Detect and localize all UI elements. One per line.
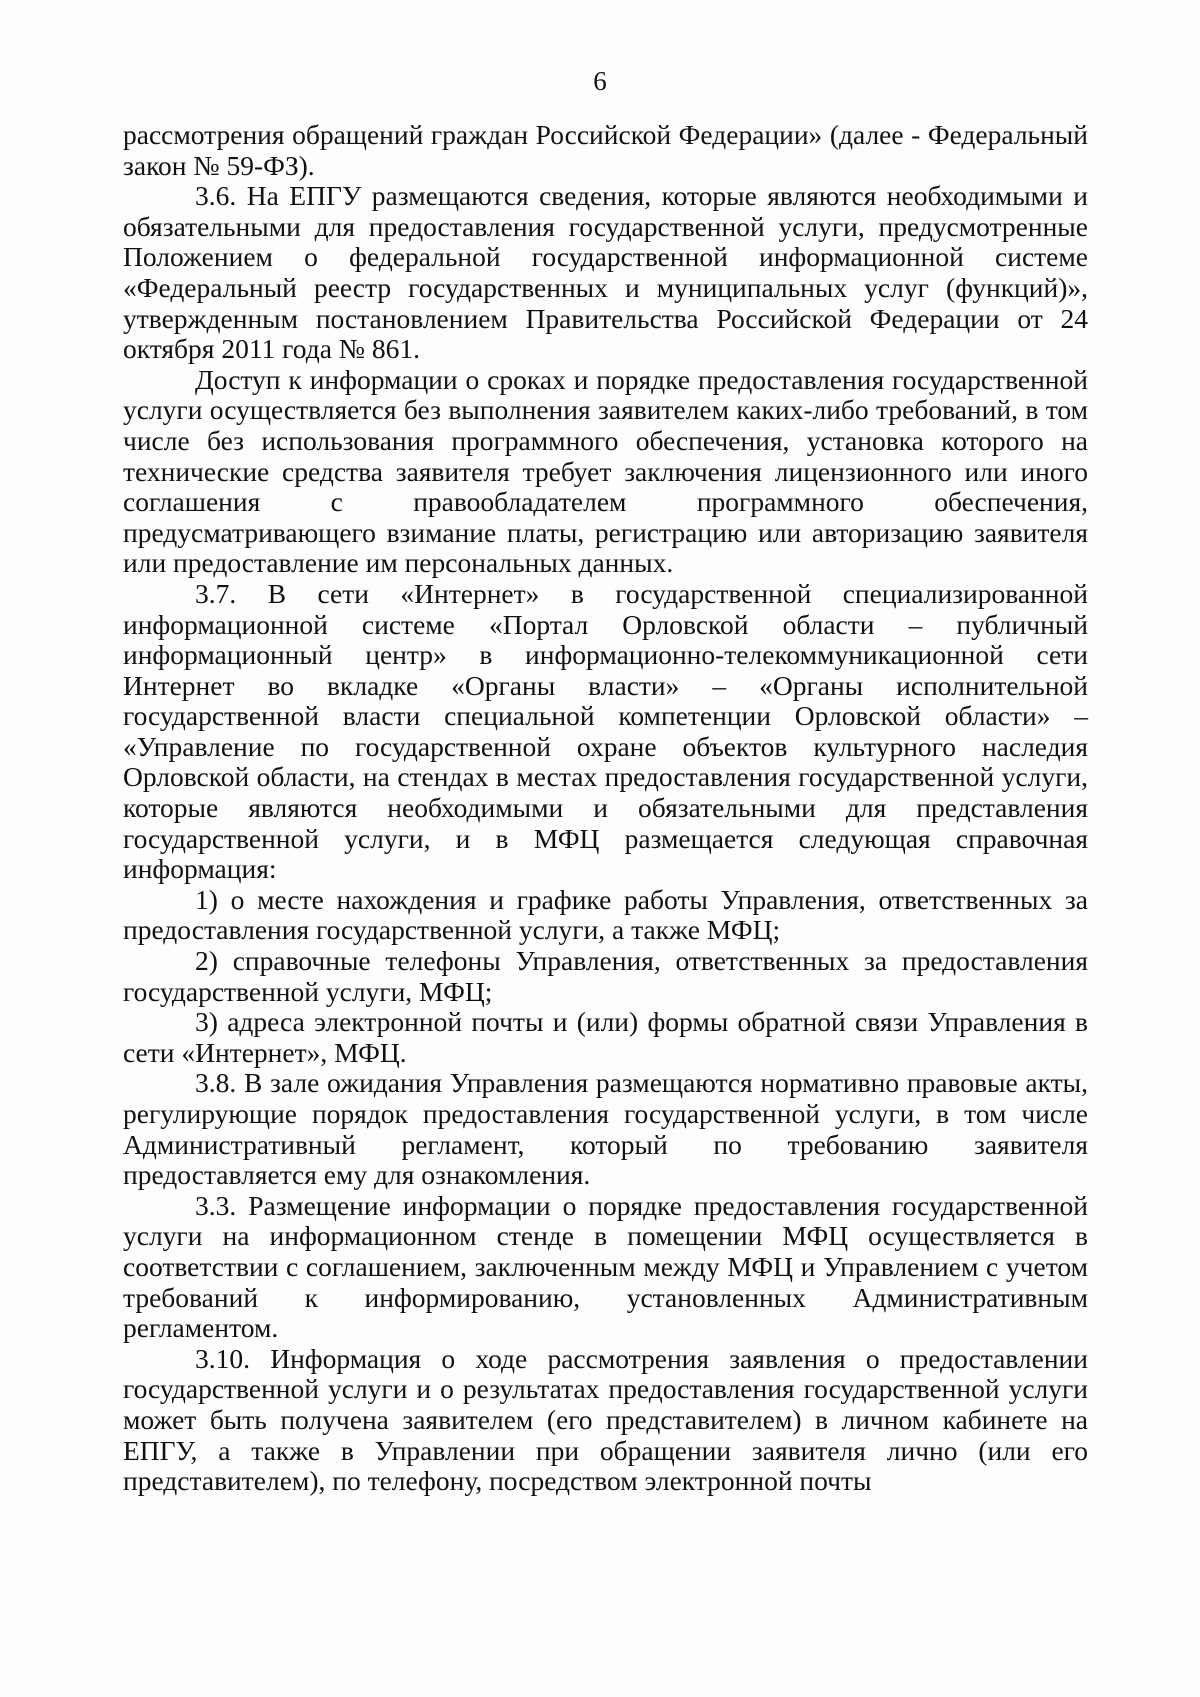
document-body <box>123 120 1088 1497</box>
paragraph-3-10: 3.10. Информация о ходе рассмотрения заявления о предоставлении государственной услуги и о результатах предоставления государственной услуги может быть получена заявителем (его представителем) в личном кабинете на ЕПГУ, а также в Управлении при обращении заявителя лично (или его представителем), по телефону, посредством электронной почты <box>123 1342 1088 1497</box>
paragraph-continuation: рассмотрения обращений граждан Российской Федерации» (далее - Федеральный закон № 59-ФЗ). <box>123 119 1088 181</box>
list-item-1: 1) о месте нахождения и графике работы Управления, ответственных за предоставления государственной услуги, а также МФЦ; <box>123 883 1088 946</box>
paragraph-3-6: 3.6. На ЕПГУ размещаются сведения, которые являются необходимыми и обязательными для предоставления государственной услуги, предусмотренные Положением о федеральной государственной информационной системе «Федеральный реестр государственных и муниципальных услуг (функций)», утвержденным постановлением Правительства Российской Федерации от 24 октября 2011 года № 861. <box>123 180 1088 365</box>
paragraph-3-8: 3.8. В зале ожидания Управления размещаются нормативно правовые акты, регулирующие порядок предоставления государственной услуги, в том числе Административный регламент, который по требованию заявителя предоставляется ему для ознакомления. <box>123 1067 1088 1191</box>
page-number: 6 <box>593 66 607 96</box>
paragraph-3-3: 3.3. Размещение информации о порядке предоставления государственной услуги на информационном стенде в помещении МФЦ осуществляется в соответствии с соглашением, заключенным между МФЦ и Управлением с учетом требований к информированию, установленных Административным регламентом. <box>123 1189 1088 1344</box>
list-item-2: 2) справочные телефоны Управления, ответственных за предоставления государственной услуги, МФЦ; <box>123 945 1088 1007</box>
paragraph-3-7: 3.7. В сети «Интернет» в государственной специализированной информационной системе «Портал Орловской области – публичный информационный центр» в информационно-телекоммуникационной сети Интернет во вкладке «Органы власти» – «Органы исполнительной государственной власти специальной компетенции Орловской области» – «Управление по государственной охране объектов культурного наследия Орловской области, на стендах в местах предоставления государственной услуги, которые являются необходимыми и обязательными для представления государственной услуги, и в МФЦ размещается следующая справочная информация: <box>123 577 1088 885</box>
list-item-3: 3) адреса электронной почты и (или) формы обратной связи Управления в сети «Интернет», МФЦ. <box>123 1006 1088 1068</box>
paragraph-access: Доступ к информации о сроках и порядке предоставления государственной услуги осуществляется без выполнения заявителем каких-либо требований, в том числе без использования программного обеспечения, установка которого на технические средства заявителя требует заключения лицензионного или иного соглашения с правообладателем программного обеспечения, предусматривающего взимание платы, регистрацию или авторизацию заявителя или предоставление им персональных данных. <box>123 363 1088 579</box>
